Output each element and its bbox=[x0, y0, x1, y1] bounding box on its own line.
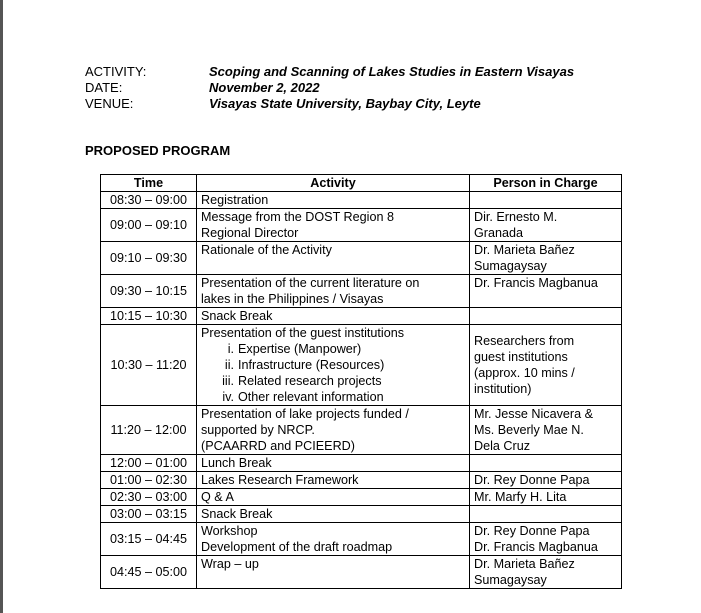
time-cell: 10:15 – 10:30 bbox=[101, 308, 197, 325]
table-row bbox=[101, 556, 622, 589]
activity-value: Scoping and Scanning of Lakes Studies in Eastern Visayas bbox=[209, 64, 575, 79]
person-line: Ms. Beverly Mae N. bbox=[474, 423, 584, 437]
event-details bbox=[85, 64, 574, 112]
activity-line: Q & A bbox=[201, 490, 234, 504]
person-line: Dir. Ernesto M. bbox=[474, 210, 558, 224]
date-label: DATE: bbox=[85, 80, 123, 95]
activity-cell bbox=[197, 523, 470, 556]
table-row bbox=[101, 242, 622, 275]
header-activity: Activity bbox=[197, 175, 470, 192]
activity-cell bbox=[197, 275, 470, 308]
venue-label: VENUE: bbox=[85, 96, 134, 111]
activity-line: Workshop bbox=[201, 524, 258, 538]
person-line: Dr. Marieta Bañez bbox=[474, 557, 575, 571]
activity-subitem bbox=[201, 357, 465, 373]
activity-subitem bbox=[201, 373, 465, 389]
time-cell: 10:30 – 11:20 bbox=[101, 325, 197, 406]
subitem-text: Related research projects bbox=[238, 374, 382, 388]
activity-subitem bbox=[201, 389, 465, 405]
activity-line: Development of the draft roadmap bbox=[201, 540, 393, 554]
date-value: November 2, 2022 bbox=[209, 80, 320, 95]
person-line: guest institutions bbox=[474, 350, 568, 364]
time-cell: 08:30 – 09:00 bbox=[101, 192, 197, 209]
time-cell: 02:30 – 03:00 bbox=[101, 489, 197, 506]
person-line: Mr. Marfy H. Lita bbox=[474, 490, 567, 504]
activity-line: Lakes Research Framework bbox=[201, 473, 359, 487]
table-row bbox=[101, 455, 622, 472]
time-cell: 09:10 – 09:30 bbox=[101, 242, 197, 275]
activity-line: Presentation of lake projects funded / bbox=[201, 407, 409, 421]
activity-line: supported by NRCP. bbox=[201, 423, 315, 437]
time-cell: 09:00 – 09:10 bbox=[101, 209, 197, 242]
table-row bbox=[101, 308, 622, 325]
person-line: Dr. Francis Magbanua bbox=[474, 276, 598, 290]
activity-line: Registration bbox=[201, 193, 269, 207]
table-row bbox=[101, 489, 622, 506]
subitem-number: i. bbox=[227, 342, 234, 356]
activity-line: Rationale of the Activity bbox=[201, 243, 332, 257]
time-cell: 09:30 – 10:15 bbox=[101, 275, 197, 308]
activity-cell bbox=[197, 209, 470, 242]
activity-line: Presentation of the guest institutions bbox=[201, 326, 405, 340]
person-line: Sumagaysay bbox=[474, 573, 547, 587]
person-cell bbox=[470, 209, 622, 242]
activity-row bbox=[85, 64, 574, 80]
person-cell bbox=[470, 308, 622, 325]
person-line: Mr. Jesse Nicavera & bbox=[474, 407, 593, 421]
table-row bbox=[101, 209, 622, 242]
activity-line: Lunch Break bbox=[201, 456, 272, 470]
time-cell: 03:15 – 04:45 bbox=[101, 523, 197, 556]
person-cell bbox=[470, 275, 622, 308]
person-cell bbox=[470, 455, 622, 472]
activity-cell bbox=[197, 489, 470, 506]
person-line: Sumagaysay bbox=[474, 259, 547, 273]
person-cell bbox=[470, 472, 622, 489]
activity-line: Snack Break bbox=[201, 507, 273, 521]
activity-line: Message from the DOST Region 8 bbox=[201, 210, 394, 224]
activity-cell bbox=[197, 506, 470, 523]
section-heading: PROPOSED PROGRAM bbox=[85, 143, 231, 158]
person-cell bbox=[470, 242, 622, 275]
subitem-text: Expertise (Manpower) bbox=[238, 342, 362, 356]
table-row bbox=[101, 506, 622, 523]
person-line: Researchers from bbox=[474, 334, 575, 348]
person-line: Dr. Rey Donne Papa bbox=[474, 473, 590, 487]
table-row bbox=[101, 275, 622, 308]
person-cell bbox=[470, 406, 622, 455]
activity-cell bbox=[197, 192, 470, 209]
subitem-number: ii. bbox=[224, 358, 234, 372]
person-cell bbox=[470, 523, 622, 556]
person-cell bbox=[470, 192, 622, 209]
person-line: institution) bbox=[474, 382, 532, 396]
activity-line: (PCAARRD and PCIEERD) bbox=[201, 439, 355, 453]
person-cell bbox=[470, 489, 622, 506]
time-cell: 01:00 – 02:30 bbox=[101, 472, 197, 489]
activity-cell bbox=[197, 325, 470, 406]
time-cell: 04:45 – 05:00 bbox=[101, 556, 197, 589]
time-cell: 11:20 – 12:00 bbox=[101, 406, 197, 455]
person-cell bbox=[470, 325, 622, 406]
activity-line: Regional Director bbox=[201, 226, 299, 240]
activity-cell bbox=[197, 406, 470, 455]
venue-value: Visayas State University, Baybay City, Leyte bbox=[209, 96, 481, 111]
person-line: (approx. 10 mins / bbox=[474, 366, 575, 380]
activity-cell bbox=[197, 455, 470, 472]
person-cell bbox=[470, 506, 622, 523]
table-row bbox=[101, 523, 622, 556]
person-cell bbox=[470, 556, 622, 589]
activity-label: ACTIVITY: bbox=[85, 64, 147, 79]
page-edge bbox=[0, 0, 3, 613]
program-table bbox=[100, 174, 622, 589]
person-line: Dr. Marieta Bañez bbox=[474, 243, 575, 257]
activity-cell bbox=[197, 242, 470, 275]
activity-cell bbox=[197, 308, 470, 325]
person-line: Dr. Francis Magbanua bbox=[474, 540, 598, 554]
activity-cell bbox=[197, 472, 470, 489]
person-line: Dr. Rey Donne Papa bbox=[474, 524, 590, 538]
subitem-text: Infrastructure (Resources) bbox=[238, 358, 385, 372]
subitem-text: Other relevant information bbox=[238, 390, 384, 404]
table-header-row bbox=[101, 175, 622, 192]
header-time: Time bbox=[101, 175, 197, 192]
activity-subitem bbox=[201, 341, 465, 357]
activity-line: Presentation of the current literature on bbox=[201, 276, 420, 290]
table-row bbox=[101, 192, 622, 209]
person-line: Dela Cruz bbox=[474, 439, 530, 453]
time-cell: 03:00 – 03:15 bbox=[101, 506, 197, 523]
subitem-number: iii. bbox=[222, 374, 234, 388]
table-row bbox=[101, 472, 622, 489]
venue-row bbox=[85, 96, 574, 112]
time-cell: 12:00 – 01:00 bbox=[101, 455, 197, 472]
table-row bbox=[101, 406, 622, 455]
date-row bbox=[85, 80, 574, 96]
activity-line: lakes in the Philippines / Visayas bbox=[201, 292, 384, 306]
activity-cell bbox=[197, 556, 470, 589]
activity-line: Snack Break bbox=[201, 309, 273, 323]
subitem-number: iv. bbox=[222, 390, 234, 404]
header-person: Person in Charge bbox=[470, 175, 622, 192]
person-line: Granada bbox=[474, 226, 524, 240]
table-row bbox=[101, 325, 622, 406]
activity-line: Wrap – up bbox=[201, 557, 259, 571]
